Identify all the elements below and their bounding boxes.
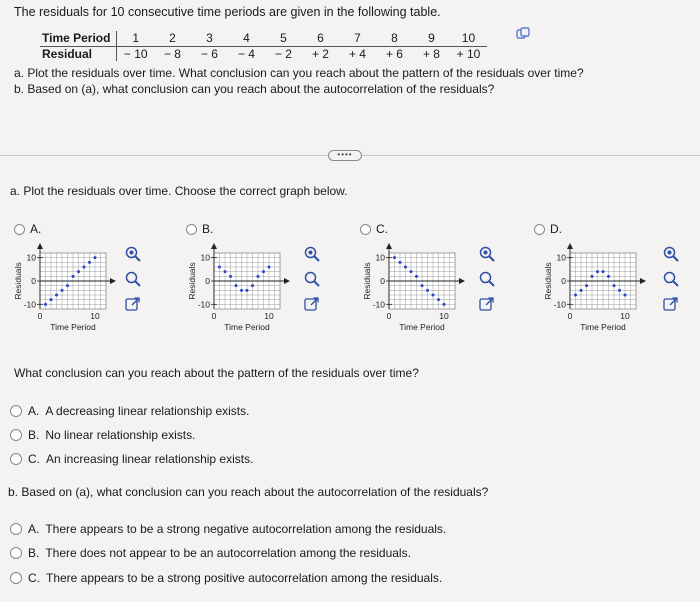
residual-table — [40, 31, 487, 61]
zoom-in-icon[interactable] — [124, 245, 142, 263]
table-cell: − 2 — [274, 46, 292, 61]
table-cell: 9 — [413, 31, 450, 46]
pattern-question: What conclusion can you reach about the pattern of the residuals over time? — [14, 366, 419, 380]
enlarge-icon[interactable] — [662, 295, 680, 313]
radio-button[interactable] — [10, 523, 22, 535]
data-point — [624, 294, 627, 297]
data-point — [262, 270, 265, 273]
problem-intro: The residuals for 10 consecutive time periods are given in the following table. — [14, 5, 441, 19]
y-tick-label: -10 — [23, 299, 36, 310]
y-axis-label: Residuals — [13, 262, 23, 300]
autocorr-answer-b[interactable] — [10, 546, 411, 560]
data-point — [432, 294, 435, 297]
data-point — [50, 298, 53, 301]
zoom-in-icon[interactable] — [478, 245, 496, 263]
data-point — [574, 294, 577, 297]
option-letter: C. — [376, 222, 388, 236]
data-point — [77, 270, 80, 273]
zoom-out-icon[interactable] — [124, 270, 142, 288]
zoom-in-icon[interactable] — [662, 245, 680, 263]
pattern-answer-c[interactable] — [10, 452, 253, 466]
data-point — [55, 294, 58, 297]
answer-letter: C. — [28, 571, 40, 585]
y-axis-label: Residuals — [187, 262, 197, 300]
x-tick-label: 10 — [90, 311, 100, 321]
y-axis-arrow — [37, 243, 43, 249]
table-cell: 10 — [450, 31, 487, 46]
copy-table-icon[interactable] — [516, 27, 530, 39]
x-tick-label: 10 — [264, 311, 274, 321]
table-cell: 6 — [302, 31, 339, 46]
data-point — [426, 289, 429, 292]
data-point — [235, 284, 238, 287]
table-cell: − 6 — [200, 46, 218, 61]
table-cell: 8 — [376, 31, 413, 46]
data-point — [240, 289, 243, 292]
y-axis-arrow — [211, 243, 217, 249]
x-axis-label: Time Period — [224, 322, 270, 332]
data-point — [257, 275, 260, 278]
data-point — [443, 303, 446, 306]
data-point — [437, 298, 440, 301]
y-axis-label: Residuals — [543, 262, 553, 300]
table-cell: + 6 — [385, 46, 403, 61]
table-cell: 1 — [117, 31, 154, 46]
data-point — [61, 289, 64, 292]
more-button[interactable]: •••• — [328, 150, 362, 161]
table-cell: 4 — [228, 31, 265, 46]
graph-option-d[interactable] — [534, 222, 562, 236]
radio-button[interactable] — [10, 572, 22, 584]
radio-button[interactable] — [10, 429, 22, 441]
residual-plot-d — [542, 239, 652, 339]
answer-letter: A. — [28, 522, 40, 536]
data-point — [580, 289, 583, 292]
autocorr-answer-c[interactable] — [10, 571, 442, 585]
y-tick-label: 0 — [561, 276, 566, 286]
table-cell: 3 — [191, 31, 228, 46]
answer-text: A decreasing linear relationship exists. — [45, 404, 250, 418]
data-point — [618, 289, 621, 292]
answer-text: There appears to be a strong negative autocorrelation among the residuals. — [45, 522, 447, 536]
y-tick-label: 10 — [556, 252, 566, 263]
section-a-instruction: a. Plot the residuals over time. Choose the correct graph below. — [10, 184, 348, 198]
answer-letter: A. — [28, 404, 40, 418]
table-cell: + 4 — [348, 46, 366, 61]
radio-button[interactable] — [10, 405, 22, 417]
graph-option-a[interactable] — [14, 222, 41, 236]
data-point — [410, 270, 413, 273]
autocorr-question: b. Based on (a), what conclusion can you reach about the autocorrelation of the residuals? — [8, 485, 489, 499]
zoom-out-icon[interactable] — [303, 270, 321, 288]
enlarge-icon[interactable] — [303, 295, 321, 313]
option-letter: B. — [202, 222, 214, 236]
data-point — [602, 270, 605, 273]
data-point — [66, 284, 69, 287]
autocorr-answer-a[interactable] — [10, 522, 446, 536]
radio-button[interactable] — [10, 453, 22, 465]
x-tick-label: 10 — [439, 311, 449, 321]
y-tick-label: 10 — [26, 252, 36, 263]
table-cell: 7 — [339, 31, 376, 46]
data-point — [404, 266, 407, 269]
graph-option-c[interactable] — [360, 222, 388, 236]
x-axis-label: Time Period — [580, 322, 626, 332]
data-point — [393, 256, 396, 259]
zoom-out-icon[interactable] — [662, 270, 680, 288]
answer-text: An increasing linear relationship exists. — [46, 452, 254, 466]
enlarge-icon[interactable] — [124, 295, 142, 313]
table-header-residual: Residual — [40, 46, 117, 61]
data-point — [246, 289, 249, 292]
table-header-time-period: Time Period — [40, 31, 117, 46]
y-tick-label: -10 — [197, 299, 210, 310]
data-point — [613, 284, 616, 287]
answer-text: No linear relationship exists. — [45, 428, 196, 442]
data-point — [399, 261, 402, 264]
x-axis-arrow — [110, 278, 116, 284]
residual-plot-c — [361, 239, 471, 339]
part-a-text: a. Plot the residuals over time. What conclusion can you reach about the pattern of the residuals over time? — [14, 66, 584, 80]
zoom-in-icon[interactable] — [303, 245, 321, 263]
table-cell: 2 — [154, 31, 191, 46]
radio-button[interactable] — [10, 547, 22, 559]
data-point — [251, 284, 254, 287]
data-point — [596, 270, 599, 273]
answer-text: There does not appear to be an autocorrelation among the residuals. — [45, 546, 411, 560]
pattern-answer-a[interactable] — [10, 404, 249, 418]
part-b-text: b. Based on (a), what conclusion can you reach about the autocorrelation of the residuals? — [14, 82, 495, 96]
y-tick-label: 10 — [200, 252, 210, 263]
data-point — [224, 270, 227, 273]
option-letter: D. — [550, 222, 562, 236]
data-point — [585, 284, 588, 287]
x-axis-label: Time Period — [399, 322, 445, 332]
y-axis-arrow — [567, 243, 573, 249]
table-cell: + 2 — [311, 46, 329, 61]
y-tick-label: 10 — [375, 252, 385, 263]
x-tick-label: 0 — [211, 311, 217, 321]
x-axis-arrow — [459, 278, 465, 284]
radio-button[interactable] — [14, 224, 25, 235]
answer-text: There appears to be a strong positive autocorrelation among the residuals. — [46, 571, 443, 585]
zoom-out-icon[interactable] — [478, 270, 496, 288]
pattern-answer-b[interactable] — [10, 428, 195, 442]
data-point — [94, 256, 97, 259]
x-axis-arrow — [640, 278, 646, 284]
y-tick-label: -10 — [553, 299, 566, 310]
y-tick-label: -10 — [372, 299, 385, 310]
y-axis-label: Residuals — [362, 262, 372, 300]
answer-letter: C. — [28, 452, 40, 466]
residual-plot-a — [12, 239, 122, 339]
data-point — [415, 275, 418, 278]
radio-button[interactable] — [186, 224, 197, 235]
x-axis-label: Time Period — [50, 322, 96, 332]
data-point — [607, 275, 610, 278]
data-point — [83, 266, 86, 269]
problem-parts — [14, 65, 584, 97]
answer-letter: B. — [28, 428, 40, 442]
data-point — [88, 261, 91, 264]
table-row — [40, 46, 487, 61]
y-tick-label: 0 — [205, 276, 210, 286]
data-point — [72, 275, 75, 278]
y-tick-label: 0 — [31, 276, 36, 286]
radio-button[interactable] — [534, 224, 545, 235]
x-axis-arrow — [284, 278, 290, 284]
x-tick-label: 0 — [37, 311, 43, 321]
data-point — [218, 266, 221, 269]
table-cell: − 8 — [163, 46, 181, 61]
y-tick-label: 0 — [380, 276, 385, 286]
data-point — [44, 303, 47, 306]
data-point — [229, 275, 232, 278]
table-row — [40, 31, 487, 46]
table-cell: + 8 — [422, 46, 440, 61]
table-cell: 5 — [265, 31, 302, 46]
answer-letter: B. — [28, 546, 40, 560]
x-tick-label: 0 — [567, 311, 573, 321]
graph-option-b[interactable] — [186, 222, 213, 236]
table-cell: − 10 — [123, 46, 148, 61]
option-letter: A. — [30, 222, 42, 236]
data-point — [268, 266, 271, 269]
data-point — [591, 275, 594, 278]
data-point — [421, 284, 424, 287]
y-axis-arrow — [386, 243, 392, 249]
enlarge-icon[interactable] — [478, 295, 496, 313]
table-cell: − 4 — [237, 46, 255, 61]
x-tick-label: 10 — [620, 311, 630, 321]
x-tick-label: 0 — [386, 311, 392, 321]
residual-plot-b — [186, 239, 296, 339]
radio-button[interactable] — [360, 224, 371, 235]
table-cell: + 10 — [456, 46, 481, 61]
